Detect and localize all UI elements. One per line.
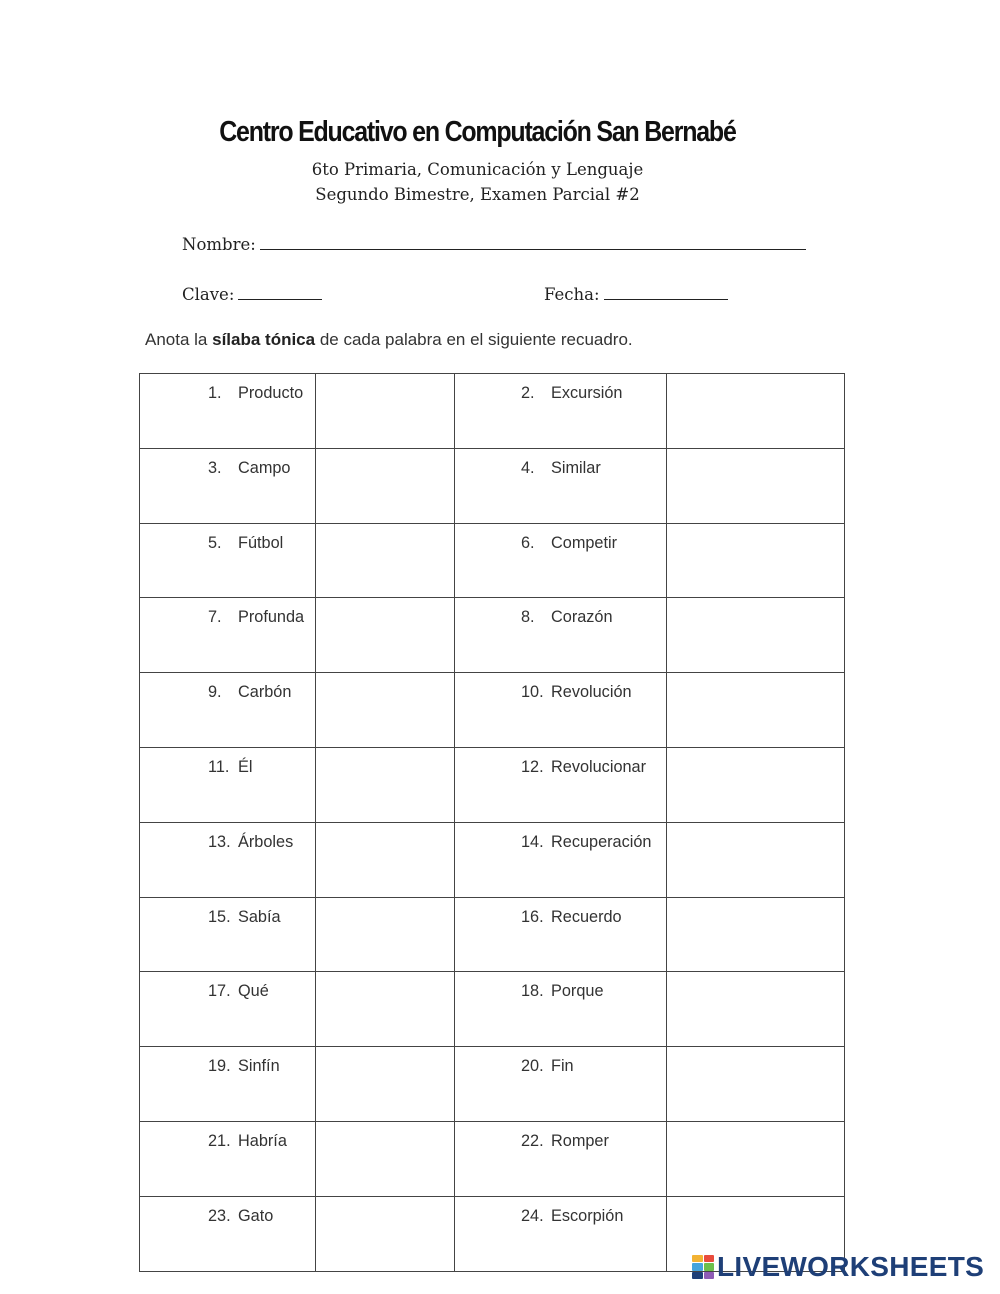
word-text: Recuperación [551,832,652,851]
answer-cell[interactable] [316,523,455,598]
logo-block [692,1272,703,1279]
liveworksheets-logo [692,1252,984,1282]
table-row [140,673,845,748]
word-number: 16. [521,907,544,926]
word-cell [455,1121,667,1196]
answer-cell[interactable] [316,1047,455,1122]
logo-block [704,1263,715,1270]
word-text: Producto [238,384,304,402]
clave-label: Clave: [182,285,235,304]
nombre-input-line[interactable] [260,233,806,250]
word-cell [140,523,316,598]
word-cell [455,448,667,523]
word-text: Habría [238,1131,287,1150]
word-number: 9. [208,683,222,702]
word-cell [140,448,316,523]
word-number: 17. [208,982,231,1001]
logo-block [704,1255,715,1262]
word-number: 12. [521,757,544,776]
word-text: Similar [551,458,601,477]
word-number: 7. [208,608,222,627]
word-number: 6. [521,533,535,552]
fecha-label: Fecha: [544,285,600,304]
fecha-input-line[interactable] [604,283,728,300]
answer-cell[interactable] [667,897,845,972]
word-number: 4. [521,458,535,477]
word-number: 14. [521,832,544,851]
answer-cell[interactable] [316,1121,455,1196]
word-number: 10. [521,683,544,702]
word-text: Corazón [551,608,613,627]
word-cell [455,747,667,822]
clave-input-line[interactable] [238,283,322,300]
word-text: Revolucionar [551,757,647,776]
word-text: Qué [238,982,269,1001]
word-text: Campo [238,458,291,477]
answer-cell[interactable] [316,747,455,822]
page-title: Centro Educativo en Computación San Bernabé [219,116,736,148]
answer-cell[interactable] [316,598,455,673]
word-cell [140,972,316,1047]
table-row [140,897,845,972]
liveworksheets-logo-icon [692,1255,714,1279]
word-text: Sinfín [238,1057,280,1076]
answer-cell[interactable] [316,897,455,972]
word-text: Porque [551,982,604,1001]
word-cell [455,673,667,748]
answer-cell[interactable] [667,822,845,897]
word-cell [140,897,316,972]
answer-cell[interactable] [667,448,845,523]
answer-cell[interactable] [667,1121,845,1196]
table-row [140,1121,845,1196]
word-number: 3. [208,458,222,477]
table-row [140,448,845,523]
logo-block [692,1255,703,1262]
word-text: Sabía [238,907,281,926]
word-cell [140,1047,316,1122]
table-row [140,972,845,1047]
word-number: 22. [521,1131,544,1150]
answer-cell[interactable] [667,972,845,1047]
instructions: Anota la sílaba tónica de cada palabra en el siguiente recuadro. [145,330,633,349]
word-cell [140,747,316,822]
word-text: Árboles [238,832,294,851]
answer-cell[interactable] [316,972,455,1047]
word-text: Carbón [238,683,292,702]
word-cell [140,673,316,748]
word-number: 5. [208,533,222,552]
answer-cell[interactable] [667,1047,845,1122]
word-text: Romper [551,1131,609,1150]
answer-cell[interactable] [667,747,845,822]
subtitle-grade: 6to Primaria, Comunicación y Lenguaje [311,160,644,179]
word-text: Excursión [551,384,623,402]
answer-cell[interactable] [667,598,845,673]
word-number: 8. [521,608,535,627]
word-cell [455,897,667,972]
word-text: Competir [551,533,618,552]
instructions-emphasis: sílaba tónica [212,330,316,349]
word-cell [455,1047,667,1122]
word-cell [455,972,667,1047]
answer-cell[interactable] [667,673,845,748]
word-text: Profunda [238,608,305,627]
word-cell [140,1121,316,1196]
subtitle-exam: Segundo Bimestre, Examen Parcial #2 [315,185,640,204]
word-text: Escorpión [551,1206,624,1225]
word-number: 20. [521,1057,544,1076]
word-number: 11. [208,757,230,776]
answer-cell[interactable] [667,523,845,598]
word-cell [140,822,316,897]
word-number: 21. [208,1131,231,1150]
table-row [140,598,845,673]
word-text: Gato [238,1206,274,1225]
table-row [140,1047,845,1122]
answer-cell[interactable] [316,673,455,748]
word-text: Recuerdo [551,907,622,926]
word-cell [455,822,667,897]
word-cell [140,598,316,673]
word-number: 18. [521,982,544,1001]
logo-block [692,1263,703,1270]
word-cell [455,598,667,673]
answer-cell[interactable] [316,448,455,523]
word-cell [140,1196,316,1271]
word-cell [455,1196,667,1271]
word-text: Él [238,757,253,776]
answer-cell[interactable] [316,822,455,897]
table-row [140,822,845,897]
word-cell [455,523,667,598]
word-number: 23. [208,1206,231,1225]
table-row [140,747,845,822]
nombre-label: Nombre: [182,235,256,254]
fecha-field [544,283,728,304]
liveworksheets-logo-text: LIVEWORKSHEETS [717,1251,985,1282]
word-number: 1. [208,384,222,402]
word-number: 19. [208,1057,231,1076]
answer-cell[interactable] [316,1196,455,1271]
table-row [140,374,845,449]
word-cell [455,374,667,449]
clave-field [182,283,322,304]
logo-block [704,1272,715,1279]
word-number: 24. [521,1206,544,1225]
nombre-field [182,233,806,254]
word-number: 15. [208,907,231,926]
answer-cell[interactable] [316,374,455,449]
word-cell [140,374,316,449]
word-text: Revolución [551,683,632,702]
word-number: 13. [208,832,231,851]
syllable-table [139,373,845,1272]
word-number: 2. [521,384,535,402]
word-text: Fútbol [238,533,284,552]
answer-cell[interactable] [667,374,845,449]
word-text: Fin [551,1057,574,1076]
table-row [140,523,845,598]
